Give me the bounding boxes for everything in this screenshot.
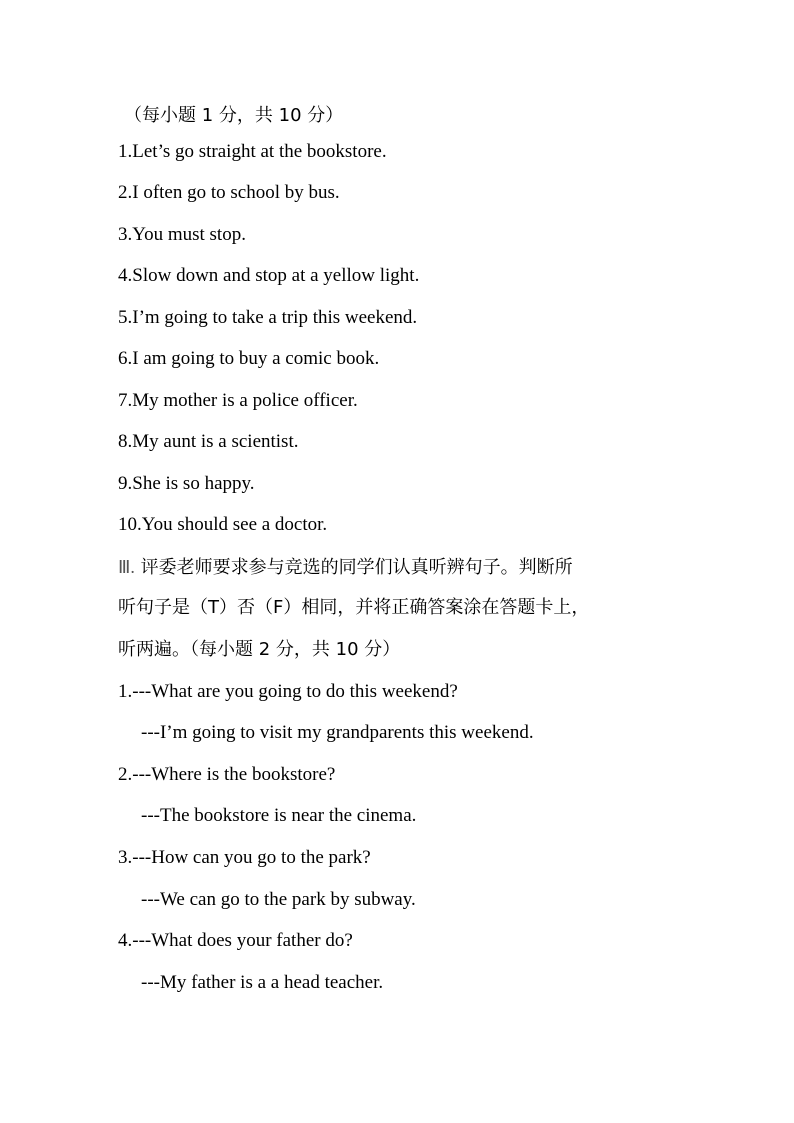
section3-instruction-line2: 听句子是（T）否（F）相同，并将正确答案涂在答题卡上， — [118, 597, 590, 618]
section3-q3-question: 3.---How can you go to the park? — [118, 847, 371, 868]
section2-item-2: 2.I often go to school by bus. — [118, 182, 340, 203]
section2-item-9: 9.She is so happy. — [118, 473, 255, 494]
section3-q2-question: 2.---Where is the bookstore? — [118, 764, 336, 785]
section2-item-1: 1.Let’s go straight at the bookstore. — [118, 141, 387, 162]
section3-instruction-line1 — [118, 555, 573, 580]
section3-q3-answer: ---We can go to the park by subway. — [141, 889, 416, 910]
section3-instruction-line3: 听两遍。（每小题 2 分，共 10 分） — [118, 639, 401, 660]
section3-q1-question: 1.---What are you going to do this weekend? — [118, 681, 458, 702]
section2-item-7: 7.My mother is a police officer. — [118, 390, 358, 411]
section3-q2-answer: ---The bookstore is near the cinema. — [141, 805, 417, 826]
section2-item-4: 4.Slow down and stop at a yellow light. — [118, 265, 420, 286]
section2-scoring-note: （每小题 1 分，共 10 分） — [124, 105, 344, 126]
section2-item-6: 6.I am going to buy a comic book. — [118, 348, 380, 369]
section2-item-3: 3.You must stop. — [118, 224, 246, 245]
section3-numeral: Ⅲ. — [118, 557, 135, 577]
section3-q1-answer: ---I’m going to visit my grandparents this weekend. — [141, 722, 534, 743]
section3-q4-answer: ---My father is a a head teacher. — [141, 972, 384, 993]
section2-item-8: 8.My aunt is a scientist. — [118, 431, 299, 452]
section2-item-10: 10.You should see a doctor. — [118, 514, 328, 535]
section3-instruction-text: 评委老师要求参与竞选的同学们认真听辨句子。判断所 — [140, 557, 573, 578]
section3-q4-question: 4.---What does your father do? — [118, 930, 353, 951]
section2-item-5: 5.I’m going to take a trip this weekend. — [118, 307, 418, 328]
